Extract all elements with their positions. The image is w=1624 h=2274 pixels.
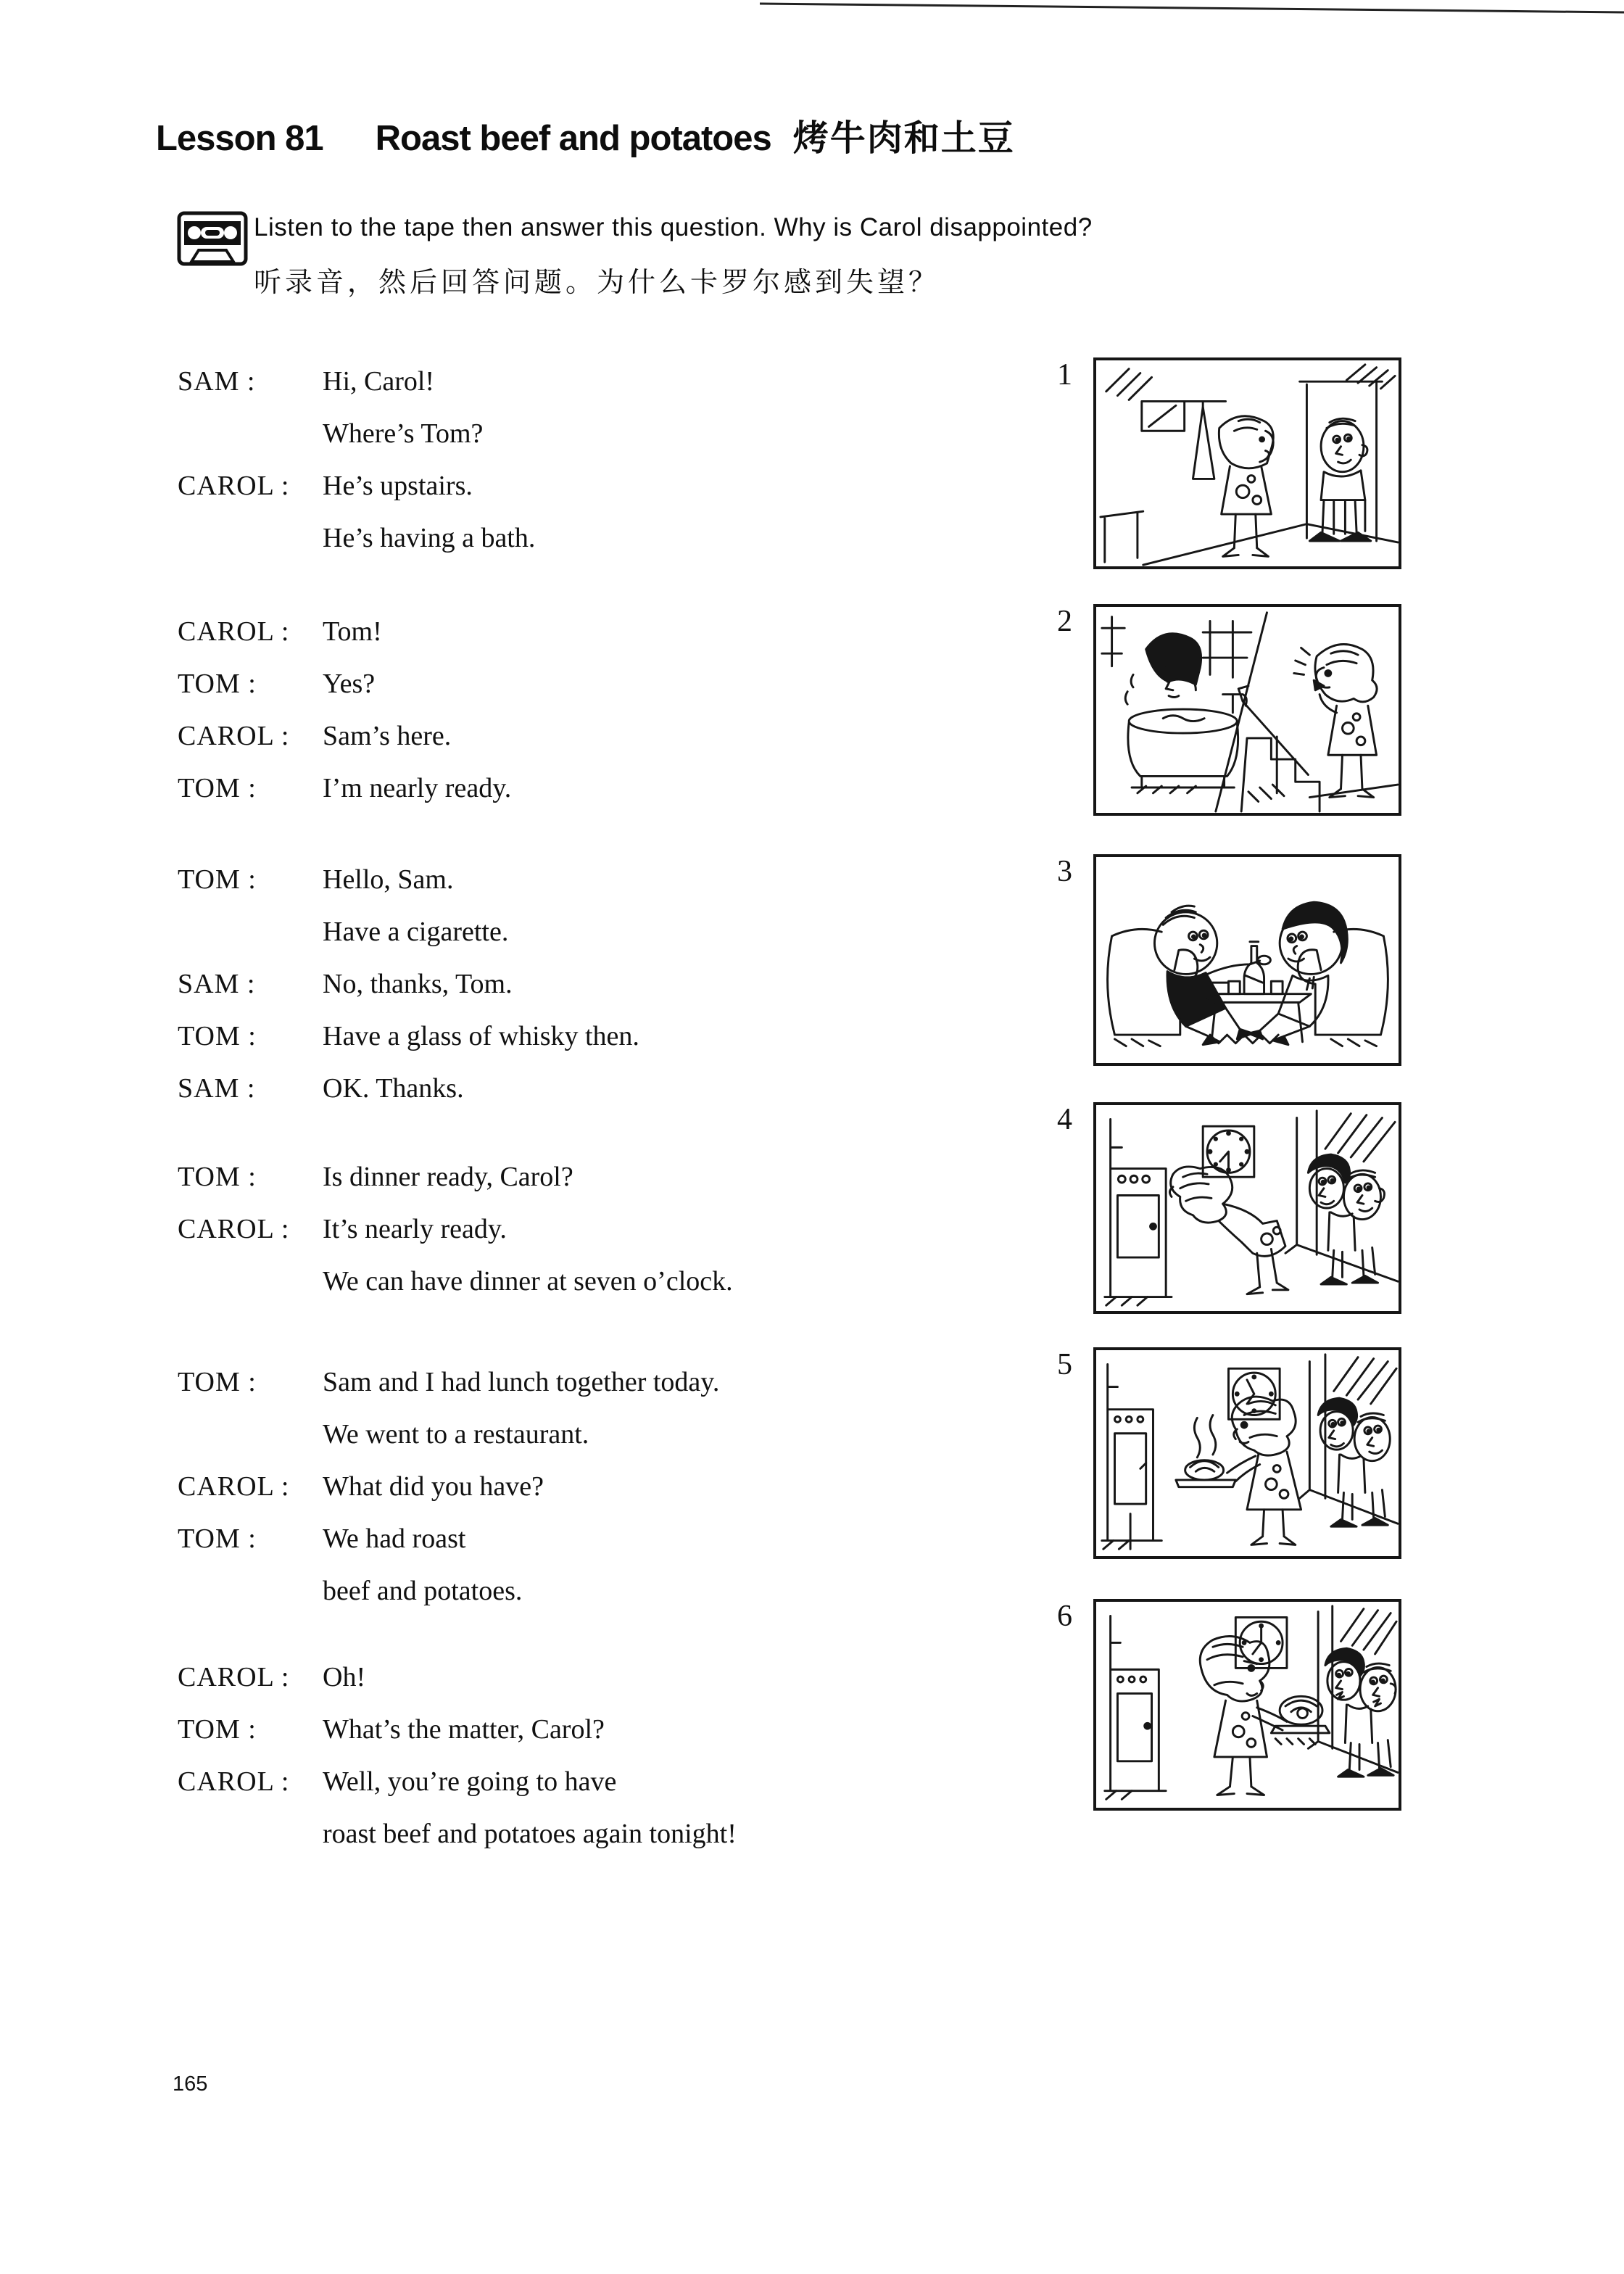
dialogue-line: [178, 460, 1055, 512]
dialogue-line: [178, 512, 1055, 564]
dialogue-line: [178, 1010, 1055, 1062]
dialogue-line: [178, 1203, 1055, 1255]
comic-panel-3: [1057, 854, 1401, 1066]
dialogue-text: Oh!: [323, 1662, 366, 1692]
dialogue-line: [178, 1062, 1055, 1115]
dialogue-text: Hello, Sam.: [323, 864, 454, 895]
dialogue-line: [178, 1460, 1055, 1513]
speaker-label: TOM :: [178, 773, 257, 803]
dialogue-text: Sam and I had lunch together today.: [323, 1367, 720, 1397]
dialogue: [178, 355, 1055, 1860]
dialogue-line: [178, 1651, 1055, 1703]
dialogue-line: [178, 710, 1055, 762]
speaker-label: SAM :: [178, 1073, 256, 1104]
dialogue-block: [178, 1151, 1055, 1307]
dialogue-line: [178, 605, 1055, 658]
dialogue-line: [178, 853, 1055, 906]
speaker-label: TOM :: [178, 1367, 257, 1397]
speaker-label: TOM :: [178, 864, 257, 895]
panel-6-illustration: [1093, 1599, 1401, 1811]
panel-number: 2: [1057, 605, 1072, 638]
speaker-label: SAM :: [178, 969, 256, 999]
speaker-label: CAROL :: [178, 471, 290, 501]
speaker-label: [178, 906, 323, 958]
dialogue-text: We went to a restaurant.: [323, 1419, 589, 1450]
dialogue-line: [178, 355, 1055, 408]
dialogue-text: OK. Thanks.: [323, 1073, 464, 1104]
dialogue-text: Have a glass of whisky then.: [323, 1021, 639, 1051]
dialogue-text: Where’s Tom?: [323, 418, 484, 449]
dialogue-line: [178, 1356, 1055, 1408]
dialogue-text: We can have dinner at seven o’clock.: [323, 1266, 733, 1297]
dialogue-block: [178, 355, 1055, 564]
dialogue-line: [178, 958, 1055, 1010]
comic-panel-6: [1057, 1599, 1401, 1811]
cassette-tape-icon: [176, 210, 249, 273]
dialogue-text: beef and potatoes.: [323, 1576, 523, 1606]
page-title: [156, 110, 1015, 161]
dialogue-line: [178, 762, 1055, 814]
dialogue-line: [178, 1565, 1055, 1617]
page-edge-line: [0, 0, 1624, 19]
panel-5-illustration: [1093, 1347, 1401, 1559]
speaker-label: CAROL :: [178, 1471, 290, 1502]
dialogue-line: [178, 658, 1055, 710]
dialogue-line: [178, 1808, 1055, 1860]
dialogue-text: Hi, Carol!: [323, 366, 435, 397]
comic-panel-5: [1057, 1347, 1401, 1559]
panel-number: 4: [1057, 1103, 1072, 1136]
panel-number: 1: [1057, 358, 1072, 392]
dialogue-block: [178, 605, 1055, 814]
panel-number: 5: [1057, 1348, 1072, 1381]
dialogue-text: Is dinner ready, Carol?: [323, 1162, 573, 1192]
speaker-label: [178, 1255, 323, 1307]
speaker-label: [178, 408, 323, 460]
instruction-english: Listen to the tape then answer this question. Why is Carol disappointed?: [254, 213, 1093, 241]
speaker-label: TOM :: [178, 1021, 257, 1051]
speaker-label: CAROL :: [178, 1662, 290, 1692]
speaker-label: SAM :: [178, 366, 256, 397]
dialogue-line: [178, 1255, 1055, 1307]
dialogue-block: [178, 1651, 1055, 1860]
dialogue-text: Well, you’re going to have: [323, 1766, 617, 1797]
dialogue-text: Have a cigarette.: [323, 917, 509, 947]
speaker-label: [178, 1808, 323, 1860]
lesson-title-chinese: 烤牛肉和土豆: [792, 119, 1015, 158]
comic-panel-2: [1057, 604, 1401, 816]
speaker-label: CAROL :: [178, 1214, 290, 1244]
dialogue-line: [178, 1703, 1055, 1756]
dialogue-line: [178, 1408, 1055, 1460]
panel-number: 6: [1057, 1600, 1072, 1633]
speaker-label: TOM :: [178, 1714, 257, 1745]
panel-3-illustration: [1093, 854, 1401, 1066]
dialogue-line: [178, 1513, 1055, 1565]
dialogue-text: Sam’s here.: [323, 721, 452, 751]
dialogue-line: [178, 906, 1055, 958]
speaker-label: CAROL :: [178, 721, 290, 751]
speaker-label: TOM :: [178, 1523, 257, 1554]
comic-panel-4: [1057, 1102, 1401, 1314]
dialogue-text: We had roast: [323, 1523, 466, 1554]
lesson-title-english: Roast beef and potatoes: [375, 119, 771, 158]
panel-4-illustration: [1093, 1102, 1401, 1314]
dialogue-text: roast beef and potatoes again tonight!: [323, 1819, 737, 1849]
speaker-label: CAROL :: [178, 616, 290, 647]
dialogue-block: [178, 853, 1055, 1115]
dialogue-line: [178, 408, 1055, 460]
speaker-label: [178, 1408, 323, 1460]
lesson-number: Lesson 81: [156, 119, 323, 158]
speaker-label: [178, 512, 323, 564]
page-number: 165: [173, 2072, 208, 2096]
dialogue-line: [178, 1151, 1055, 1203]
instruction: [254, 213, 1522, 299]
dialogue-text: No, thanks, Tom.: [323, 969, 513, 999]
panel-number: 3: [1057, 855, 1072, 888]
panel-1-illustration: [1093, 357, 1401, 569]
instruction-chinese: 听录音，然后回答问题。为什么卡罗尔感到失望？: [254, 268, 940, 298]
dialogue-block: [178, 1356, 1055, 1617]
speaker-label: TOM :: [178, 1162, 257, 1192]
dialogue-text: He’s having a bath.: [323, 523, 536, 553]
dialogue-line: [178, 1756, 1055, 1808]
dialogue-text: It’s nearly ready.: [323, 1214, 507, 1244]
dialogue-text: Tom!: [323, 616, 382, 647]
speaker-label: [178, 1565, 323, 1617]
dialogue-text: I’m nearly ready.: [323, 773, 512, 803]
dialogue-text: What did you have?: [323, 1471, 544, 1502]
dialogue-text: Yes?: [323, 669, 376, 699]
comic-panel-1: [1057, 357, 1401, 569]
speaker-label: TOM :: [178, 669, 257, 699]
panel-2-illustration: [1093, 604, 1401, 816]
speaker-label: CAROL :: [178, 1766, 290, 1797]
dialogue-text: He’s upstairs.: [323, 471, 473, 501]
dialogue-text: What’s the matter, Carol?: [323, 1714, 605, 1745]
